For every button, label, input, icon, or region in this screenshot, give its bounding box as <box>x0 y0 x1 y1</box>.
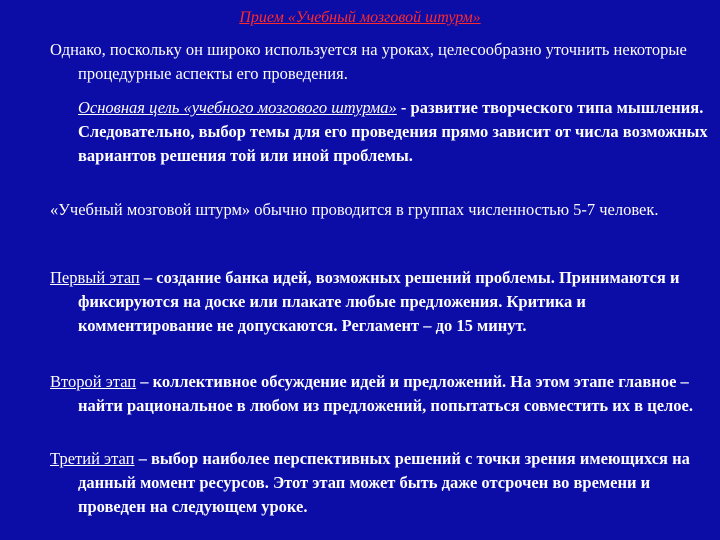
goal-paragraph <box>78 96 710 168</box>
intro-paragraph: Однако, поскольку он широко используется на уроках, целесообразно уточнить некоторые процедурные аспекты его проведения. <box>50 40 687 83</box>
slide-title: Прием «Учебный мозговой штурм» <box>239 9 481 26</box>
stage-three-lead: Третий этап <box>50 449 135 468</box>
stage-two-lead: Второй этап <box>50 372 137 391</box>
stage-one-lead: Первый этап <box>50 268 140 287</box>
stage-two-text: – коллективное обсуждение идей и предложений. На этом этапе главное – найти рациональное в любом из предложений, попытаться совместить их в целое. <box>78 372 693 415</box>
stage-two-paragraph <box>50 370 710 418</box>
stage-three-paragraph <box>50 447 710 519</box>
group-size-paragraph: «Учебный мозговой штурм» обычно проводится в группах численностью 5-7 человек. <box>50 200 659 219</box>
goal-lead: Основная цель «учебного мозгового штурма» <box>78 98 397 117</box>
stage-one-text: – создание банка идей, возможных решений проблемы. Принимаются и фиксируются на доске или плакате любые предложения. Критика и комментирование не допускаются. Регламент – до 15 минут. <box>78 268 680 335</box>
stage-three-text: – выбор наиболее перспективных решений с точки зрения имеющихся на данный момент ресурсов. Этот этап может быть даже отсрочен во времени и проведен на следующем уроке. <box>78 449 690 516</box>
stage-one-paragraph <box>50 266 710 338</box>
goal-text: - развитие творческого типа мышления. Следовательно, выбор темы для его проведения прямо зависит от числа возможных вариантов решения той или иной проблемы. <box>78 98 708 165</box>
